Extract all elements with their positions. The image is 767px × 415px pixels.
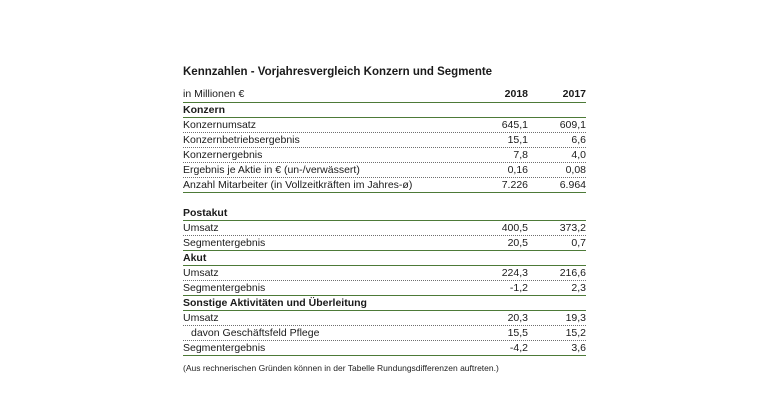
value-2017: 0,08 (565, 164, 586, 176)
value-2017: 609,1 (559, 119, 586, 131)
row-label: Segmentergebnis (183, 282, 266, 294)
unit-label: in Millionen € (183, 88, 245, 100)
table-row (183, 281, 586, 296)
table-row (183, 178, 586, 193)
value-2018: 0,16 (507, 164, 528, 176)
row-label: davon Geschäftsfeld Pflege (191, 327, 320, 339)
row-label: Umsatz (183, 267, 219, 279)
table-title: Kennzahlen - Vorjahresvergleich Konzern und Segmente (183, 66, 493, 78)
value-2018: 15,5 (507, 327, 528, 339)
table-row (183, 326, 586, 341)
value-2017: 0,7 (571, 237, 586, 249)
year-2018-header: 2018 (504, 88, 528, 100)
value-2017: 2,3 (571, 282, 586, 294)
value-2018: -1,2 (509, 282, 528, 294)
table-row (183, 311, 586, 326)
value-2018: 645,1 (501, 119, 528, 131)
value-2017: 19,3 (565, 312, 586, 324)
value-2017: 4,0 (571, 149, 586, 161)
table-row (183, 341, 586, 356)
year-2017-header: 2017 (562, 88, 586, 100)
row-label: Umsatz (183, 222, 219, 234)
table-header (183, 87, 586, 103)
section-akut-title: Akut (183, 251, 586, 266)
value-2018: 7.226 (501, 179, 528, 191)
table-row (183, 266, 586, 281)
section-spacer (183, 193, 586, 206)
value-2017: 6,6 (571, 134, 586, 146)
table-row (183, 163, 586, 178)
row-label: Ergebnis je Aktie in € (un-/verwässert) (183, 164, 360, 176)
section-sonstige-title: Sonstige Aktivitäten und Überleitung (183, 296, 586, 311)
kennzahlen-table (183, 64, 586, 374)
row-label: Konzernumsatz (183, 119, 256, 131)
section-postakut-title: Postakut (183, 206, 586, 221)
table-row (183, 236, 586, 251)
row-label: Umsatz (183, 312, 219, 324)
value-2018: 224,3 (501, 267, 528, 279)
value-2017: 15,2 (565, 327, 586, 339)
row-label: Konzernbetriebsergebnis (183, 134, 300, 146)
value-2018: 15,1 (507, 134, 528, 146)
table-row (183, 118, 586, 133)
value-2018: 400,5 (501, 222, 528, 234)
footnote: (Aus rechnerischen Gründen können in der Tabelle Rundungsdifferenzen auftreten.) (183, 363, 499, 373)
value-2017: 3,6 (571, 342, 586, 354)
row-label: Konzernergebnis (183, 149, 263, 161)
table-row (183, 221, 586, 236)
row-label: Anzahl Mitarbeiter (in Vollzeitkräften im Jahres-ø) (183, 179, 413, 191)
row-label: Segmentergebnis (183, 237, 266, 249)
value-2018: 20,5 (507, 237, 528, 249)
value-2018: 20,3 (507, 312, 528, 324)
row-label: Segmentergebnis (183, 342, 266, 354)
value-2018: -4,2 (509, 342, 528, 354)
section-konzern-title: Konzern (183, 103, 586, 118)
value-2017: 373,2 (559, 222, 586, 234)
table-row (183, 133, 586, 148)
table-row (183, 148, 586, 163)
value-2018: 7,8 (513, 149, 528, 161)
value-2017: 216,6 (559, 267, 586, 279)
value-2017: 6.964 (559, 179, 586, 191)
